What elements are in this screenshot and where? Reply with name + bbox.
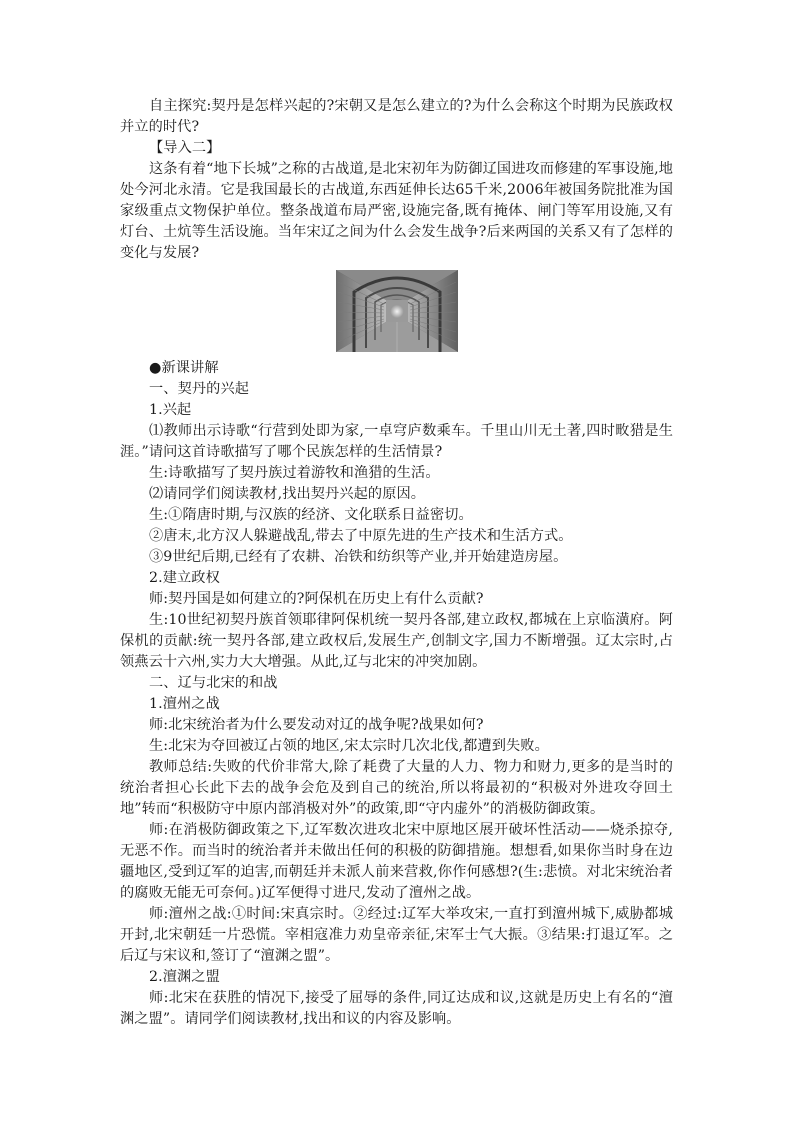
paragraph-p7: ⑴教师出示诗歌“行营到处即为家,一卓穹庐数乘车。千里山川无土著,四时畋猎是生涯。”请问这首诗歌描写了哪个民族怎样的生活情景? — [120, 423, 673, 460]
document-body — [120, 96, 673, 1030]
paragraph-p23: 2.澶渊之盟 — [149, 969, 220, 985]
paragraph-p13: 2.建立政权 — [149, 570, 220, 586]
paragraph-p1: 自主探究:契丹是怎样兴起的?宋朝又是怎么建立的?为什么会称这个时期为民族政权并立的时代? — [120, 98, 673, 135]
paragraph-p16: 二、辽与北宋的和战 — [149, 675, 278, 691]
paragraph-p12: ③9世纪后期,已经有了农耕、冶铁和纺织等产业,并开始建造房屋。 — [149, 549, 568, 565]
paragraph-p22: 师:澶州之战:①时间:宋真宗时。②经过:辽军大举攻宋,一直打到澶州城下,威胁都城开封,北宋朝廷一片恐慌。宰相寇准力劝皇帝亲征,宋军士气大振。③结果:打退辽军。之后辽与宋议和,签订了“澶渊之盟”。 — [120, 906, 673, 964]
paragraph-p8: 生:诗歌描写了契丹族过着游牧和渔猎的生活。 — [149, 465, 440, 481]
paragraph-p20: 教师总结:失败的代价非常大,除了耗费了大量的人力、物力和财力,更多的是当时的统治者担心长此下去的战争会危及到自己的统治,所以将最初的“积极对外进攻夺回土地”转而“积极防守中原内部消极对外”的政策,即“守内虚外”的消极防御政策。 — [120, 759, 673, 817]
paragraph-p11: ②唐末,北方汉人躲避战乱,带去了中原先进的生产技术和生活方式。 — [149, 528, 573, 544]
paragraph-p15: 生:10世纪初契丹族首领耶律阿保机统一契丹各部,建立政权,都城在上京临潢府。阿保机的贡献:统一契丹各部,建立政权后,发展生产,创制文字,国力不断增强。辽太宗时,占领燕云十六州,实力大大增强。从此,辽与北宋的冲突加剧。 — [120, 612, 673, 670]
paragraph-p24: 师:北宋在获胜的情况下,接受了屈辱的条件,同辽达成和议,这就是历史上有名的“澶渊之盟”。请同学们阅读教材,找出和议的内容及影响。 — [120, 990, 673, 1027]
paragraph-p2: 【导入二】 — [149, 140, 221, 156]
paragraph-p6: 1.兴起 — [149, 402, 192, 418]
paragraph-p19: 生:北宋为夺回被辽占领的地区,宋太宗时几次北伐,都遭到失败。 — [149, 738, 549, 754]
paragraph-p14: 师:契丹国是如何建立的?阿保机在历史上有什么贡献? — [149, 591, 484, 607]
paragraph-p3: 这条有着“地下长城”之称的古战道,是北宋初年为防御辽国进攻而修建的军事设施,地处今河北永清。它是我国最长的古战道,东西延伸长达65千米,2006年被国务院批准为国家级重点文物保护单位。整条战道布局严密,设施完备,既有掩体、闸门等军用设施,又有灯台、土炕等生活设施。当年宋辽之间为什么会发生战争?后来两国的关系又有了怎样的变化与发展? — [120, 161, 673, 261]
paragraph-p10: 生:①隋唐时期,与汉族的经济、文化联系日益密切。 — [149, 507, 473, 523]
intro-section — [120, 96, 673, 264]
paragraph-p18: 师:北宋统治者为什么要发动对辽的战争呢?战果如何? — [149, 717, 484, 733]
paragraph-p21: 师:在消极防御政策之下,辽军数次进攻北宋中原地区展开破坏性活动——烧杀掠夺,无恶不作。而当时的统治者并未做出任何的积极的防御措施。想想看,如果你当时身在边疆地区,受到辽军的迫害,而朝廷并未派人前来营救,你作何感想?(生:悲愤。对北宋统治者的腐败无能无可奈何。)辽军便得寸进尺,发动了澶州之战。 — [120, 822, 673, 901]
lesson-section — [120, 358, 673, 1030]
paragraph-p17: 1.澶州之战 — [149, 696, 220, 712]
paragraph-p4: ●新课讲解 — [149, 360, 219, 376]
paragraph-p5: 一、契丹的兴起 — [149, 381, 250, 397]
paragraph-p9: ⑵请同学们阅读教材,找出契丹兴起的原因。 — [149, 486, 426, 502]
tunnel-photo — [336, 270, 458, 352]
